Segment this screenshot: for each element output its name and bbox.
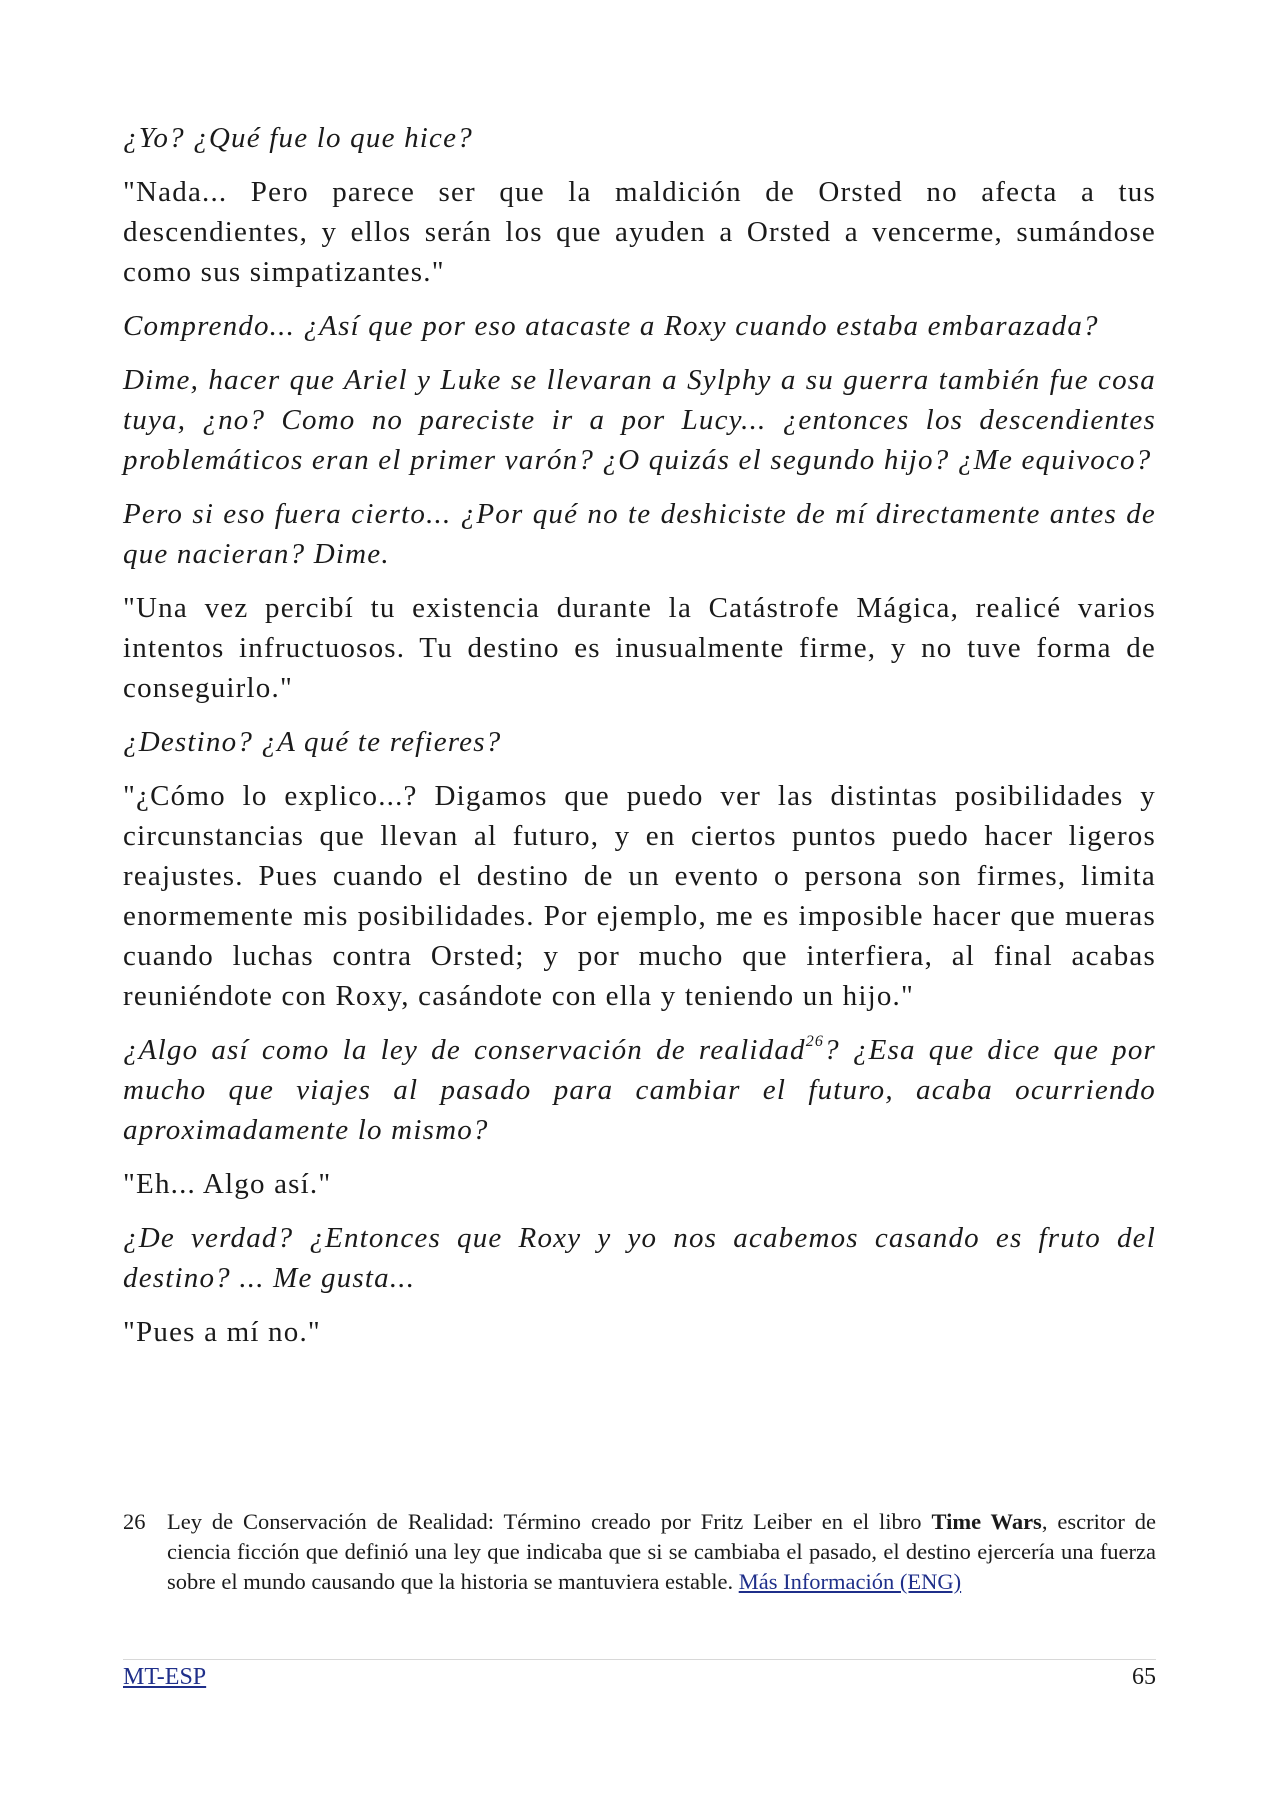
footnote-text-before: Ley de Conservación de Realidad: Término creado por Fritz Leiber en el libro: [167, 1509, 932, 1534]
paragraph-9-text-before: ¿Algo así como la ley de conservación de realidad: [123, 1034, 806, 1066]
paragraph-1: ¿Yo? ¿Qué fue lo que hice?: [123, 122, 473, 154]
more-info-link[interactable]: Más Información (ENG): [738, 1569, 962, 1594]
paragraph-4: Dime, hacer que Ariel y Luke se llevaran a Sylphy a su guerra también fue cosa tuya, ¿no? Como no pareciste ir a por Lucy... ¿entonces los descendientes problemáticos eran el primer varón? ¿O quizás el segundo hijo? ¿Me equivoco?: [123, 364, 1156, 476]
footnote-text-after: , escritor de ciencia ficción que definió una ley que indicaba que si se cambiaba el pasado, el destino ejercería una fuerza sobre el mundo causando que la historia se mantuviera estable.: [167, 1509, 1156, 1594]
footnote-number: 26: [123, 1509, 146, 1534]
paragraph-8: "¿Cómo lo explico...? Digamos que puedo ver las distintas posibilidades y circunstancias que llevan al futuro, y en ciertos puntos puedo hacer ligeros reajustes. Pues cuando el destino de un evento o persona son firmes, limita enormemente mis posibilidades. Por ejemplo, me es imposible hacer que mueras cuando luchas contra Orsted; y por mucho que interfiera, al final acabas reuniéndote con Roxy, casándote con ella y teniendo un hijo.": [123, 780, 1156, 1012]
footnote-book-title: Time Wars: [931, 1509, 1042, 1534]
paragraph-2: "Nada... Pero parece ser que la maldición de Orsted no afecta a tus descendientes, y ellos serán los que ayuden a Orsted a vencerme, sumándose como sus simpatizantes.": [123, 176, 1156, 288]
paragraph-7: ¿Destino? ¿A qué te refieres?: [123, 726, 502, 758]
paragraph-12: "Pues a mí no.": [123, 1316, 321, 1348]
paragraph-9-text-after: ? ¿Esa que dice que por mucho que viajes al pasado para cambiar el futuro, acaba ocurriendo aproximadamente lo mismo?: [123, 1034, 1156, 1146]
paragraph-6: "Una vez percibí tu existencia durante la Catástrofe Mágica, realicé varios intentos infructuosos. Tu destino es inusualmente firme, y no tuve forma de conseguirlo.": [123, 592, 1156, 704]
page-number: 65: [1132, 1664, 1156, 1690]
paragraph-10: "Eh... Algo así.": [123, 1168, 332, 1200]
page-body: [123, 118, 1156, 1366]
footer-site-link[interactable]: MT-ESP: [123, 1664, 207, 1690]
footnote: [123, 1507, 1156, 1597]
paragraph-9: [123, 1030, 1156, 1150]
paragraph-11: ¿De verdad? ¿Entonces que Roxy y yo nos acabemos casando es fruto del destino? ... Me gusta...: [123, 1222, 1156, 1294]
footnote-body: [167, 1507, 1156, 1597]
paragraph-5: Pero si eso fuera cierto... ¿Por qué no te deshiciste de mí directamente antes de que nacieran? Dime.: [123, 498, 1156, 570]
paragraph-3: Comprendo... ¿Así que por eso atacaste a Roxy cuando estaba embarazada?: [123, 310, 1099, 342]
footnote-reference[interactable]: 26: [805, 1033, 825, 1051]
page-footer: [123, 1660, 1156, 1694]
